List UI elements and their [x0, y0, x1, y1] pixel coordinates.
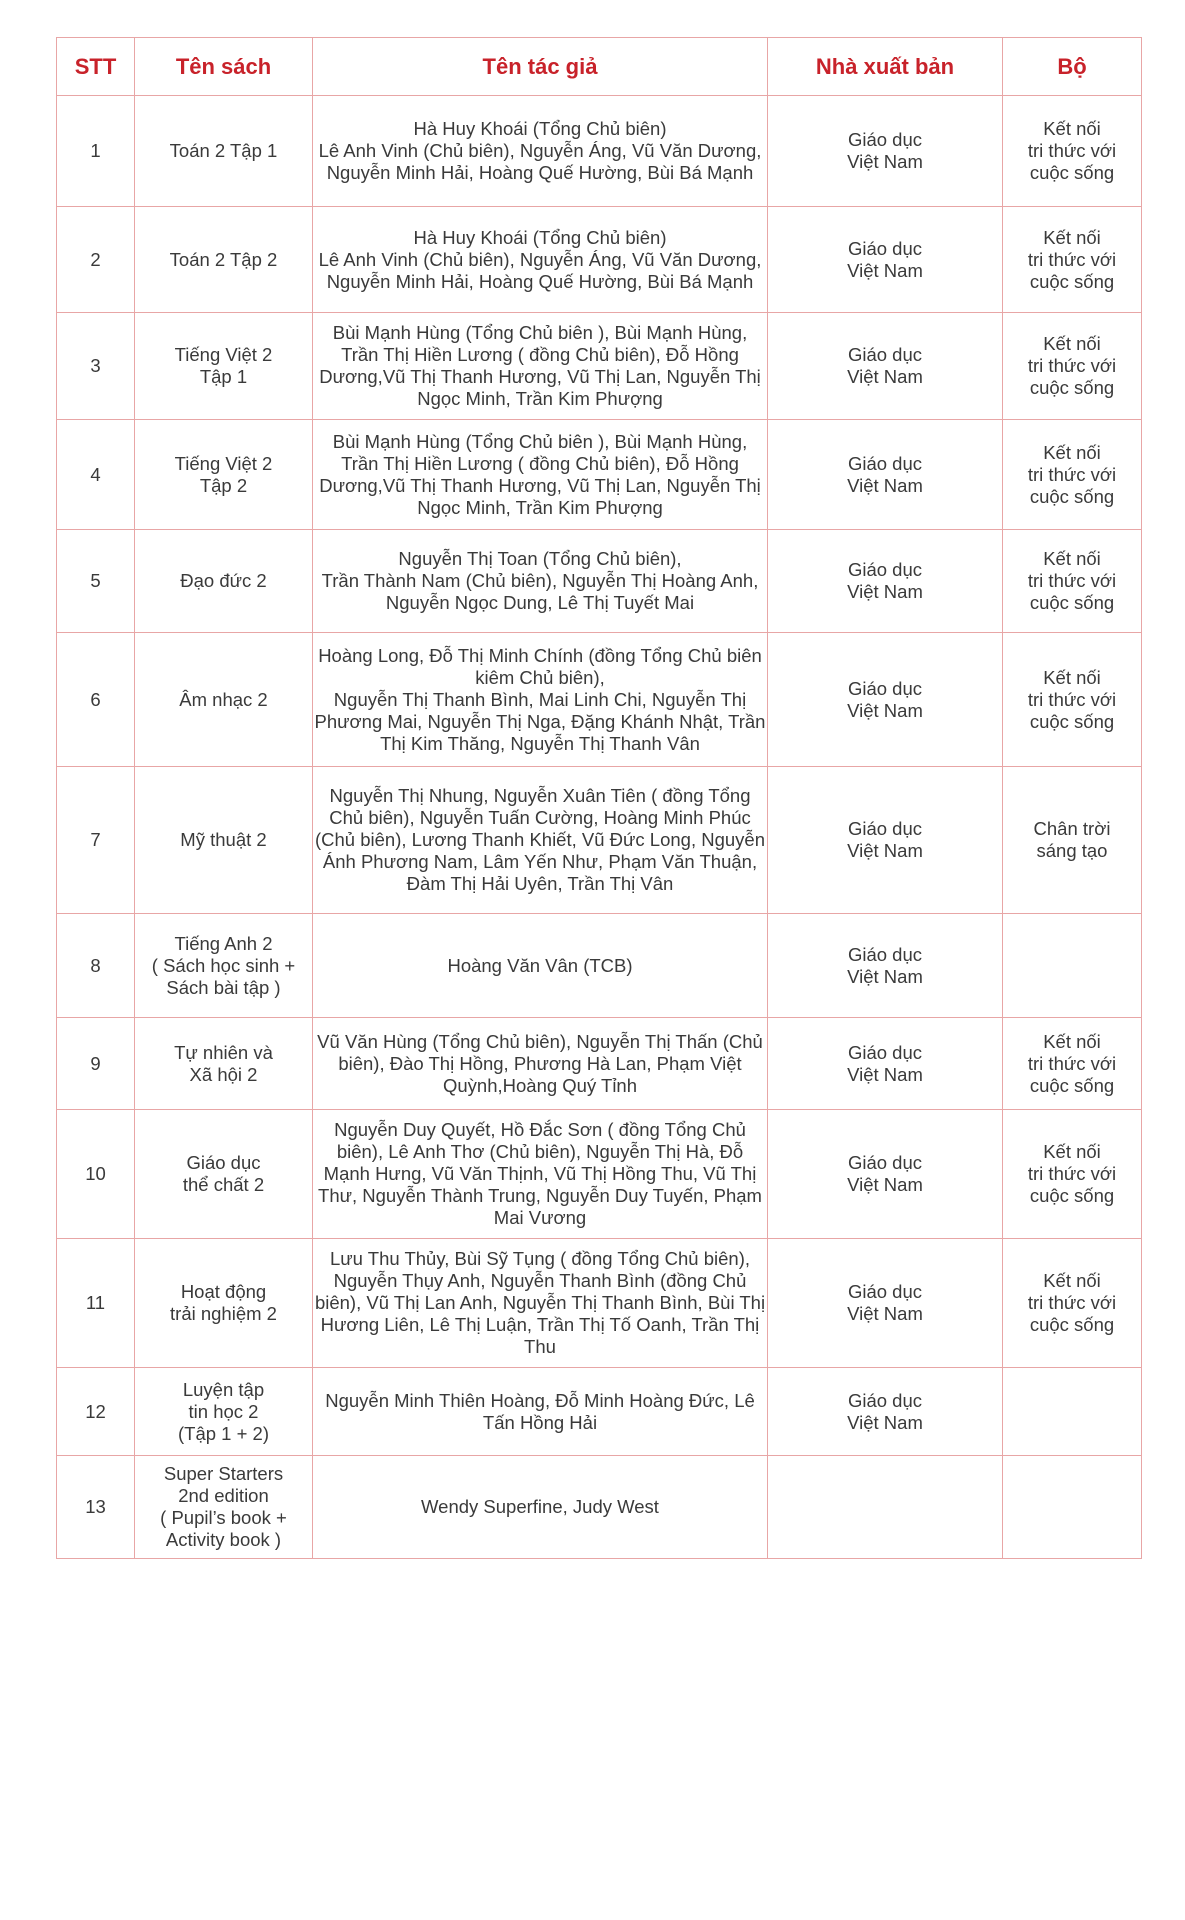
book-publisher: Giáo dục Việt Nam — [768, 1368, 1003, 1456]
row-number: 4 — [57, 420, 135, 530]
book-series: Kết nối tri thức với cuộc sống — [1003, 530, 1142, 633]
book-authors: Wendy Superfine, Judy West — [313, 1456, 768, 1559]
book-series: Kết nối tri thức với cuộc sống — [1003, 420, 1142, 530]
table-row — [57, 1018, 1142, 1110]
book-title: Super Starters 2nd edition ( Pupil’s book + Activity book ) — [135, 1456, 313, 1559]
book-title: Toán 2 Tập 1 — [135, 96, 313, 207]
row-number: 12 — [57, 1368, 135, 1456]
book-publisher: Giáo dục Việt Nam — [768, 914, 1003, 1018]
book-authors: Bùi Mạnh Hùng (Tổng Chủ biên ), Bùi Mạnh Hùng, Trần Thị Hiền Lương ( đồng Chủ biên), Đỗ Hồng Dương,Vũ Thị Thanh Hương, Vũ Thị Lan, Nguyễn Thị Ngọc Minh, Trần Kim Phượng — [313, 313, 768, 420]
row-number: 6 — [57, 633, 135, 767]
book-title: Tiếng Việt 2 Tập 2 — [135, 420, 313, 530]
book-publisher: Giáo dục Việt Nam — [768, 420, 1003, 530]
book-publisher: Giáo dục Việt Nam — [768, 1110, 1003, 1239]
book-series — [1003, 1368, 1142, 1456]
book-series: Kết nối tri thức với cuộc sống — [1003, 96, 1142, 207]
book-series: Kết nối tri thức với cuộc sống — [1003, 207, 1142, 313]
book-publisher: Giáo dục Việt Nam — [768, 530, 1003, 633]
header-authors: Tên tác giả — [313, 38, 768, 96]
book-title: Luyện tập tin học 2 (Tập 1 + 2) — [135, 1368, 313, 1456]
table-header — [57, 38, 1142, 96]
row-number: 9 — [57, 1018, 135, 1110]
book-publisher: Giáo dục Việt Nam — [768, 767, 1003, 914]
book-publisher: Giáo dục Việt Nam — [768, 207, 1003, 313]
table-row — [57, 1110, 1142, 1239]
book-title: Đạo đức 2 — [135, 530, 313, 633]
table-row — [57, 1239, 1142, 1368]
book-authors: Hoàng Văn Vân (TCB) — [313, 914, 768, 1018]
header-publisher: Nhà xuất bản — [768, 38, 1003, 96]
book-authors: Nguyễn Minh Thiên Hoàng, Đỗ Minh Hoàng Đức, Lê Tấn Hồng Hải — [313, 1368, 768, 1456]
table-row — [57, 767, 1142, 914]
book-series: Kết nối tri thức với cuộc sống — [1003, 633, 1142, 767]
book-title: Âm nhạc 2 — [135, 633, 313, 767]
book-series: Chân trời sáng tạo — [1003, 767, 1142, 914]
book-title: Tiếng Việt 2 Tập 1 — [135, 313, 313, 420]
book-authors: Nguyễn Thị Toan (Tổng Chủ biên), Trần Thành Nam (Chủ biên), Nguyễn Thị Hoàng Anh, Nguyễn Ngọc Dung, Lê Thị Tuyết Mai — [313, 530, 768, 633]
row-number: 11 — [57, 1239, 135, 1368]
book-authors: Nguyễn Thị Nhung, Nguyễn Xuân Tiên ( đồng Tổng Chủ biên), Nguyễn Tuấn Cường, Hoàng Minh Phúc (Chủ biên), Lương Thanh Khiết, Vũ Đức Long, Nguyễn Ánh Phương Nam, Lâm Yến Như, Phạm Văn Thuận, Đàm Thị Hải Uyên, Trần Thị Vân — [313, 767, 768, 914]
book-series: Kết nối tri thức với cuộc sống — [1003, 1239, 1142, 1368]
book-authors: Vũ Văn Hùng (Tổng Chủ biên), Nguyễn Thị Thấn (Chủ biên), Đào Thị Hồng, Phương Hà Lan, Phạm Việt Quỳnh,Hoàng Quý Tỉnh — [313, 1018, 768, 1110]
header-series: Bộ — [1003, 38, 1142, 96]
header-title: Tên sách — [135, 38, 313, 96]
book-series: Kết nối tri thức với cuộc sống — [1003, 313, 1142, 420]
table-row — [57, 420, 1142, 530]
row-number: 5 — [57, 530, 135, 633]
book-authors: Lưu Thu Thủy, Bùi Sỹ Tụng ( đồng Tổng Chủ biên), Nguyễn Thụy Anh, Nguyễn Thanh Bình (đồng Chủ biên), Vũ Thị Lan Anh, Nguyễn Thị Thanh Bình, Bùi Thị Hương Liên, Lê Thị Luận, Trần Thị Tố Oanh, Trần Thị Thu — [313, 1239, 768, 1368]
header-stt: STT — [57, 38, 135, 96]
book-title: Giáo dục thể chất 2 — [135, 1110, 313, 1239]
book-series — [1003, 914, 1142, 1018]
row-number: 3 — [57, 313, 135, 420]
table-row — [57, 207, 1142, 313]
book-publisher — [768, 1456, 1003, 1559]
book-authors: Hoàng Long, Đỗ Thị Minh Chính (đồng Tổng Chủ biên kiêm Chủ biên), Nguyễn Thị Thanh Bình, Mai Linh Chi, Nguyễn Thị Phương Mai, Nguyễn Thị Nga, Đặng Khánh Nhật, Trần Thị Kim Thăng, Nguyễn Thị Thanh Vân — [313, 633, 768, 767]
table-row — [57, 1368, 1142, 1456]
book-authors: Hà Huy Khoái (Tổng Chủ biên) Lê Anh Vinh (Chủ biên), Nguyễn Áng, Vũ Văn Dương, Nguyễn Minh Hải, Hoàng Quế Hường, Bùi Bá Mạnh — [313, 207, 768, 313]
book-list-table — [56, 37, 1142, 1559]
book-publisher: Giáo dục Việt Nam — [768, 313, 1003, 420]
row-number: 8 — [57, 914, 135, 1018]
row-number: 2 — [57, 207, 135, 313]
book-title: Hoạt động trải nghiệm 2 — [135, 1239, 313, 1368]
book-series: Kết nối tri thức với cuộc sống — [1003, 1110, 1142, 1239]
table-row — [57, 313, 1142, 420]
header-row — [57, 38, 1142, 96]
book-title: Mỹ thuật 2 — [135, 767, 313, 914]
book-publisher: Giáo dục Việt Nam — [768, 633, 1003, 767]
book-authors: Hà Huy Khoái (Tổng Chủ biên) Lê Anh Vinh (Chủ biên), Nguyễn Áng, Vũ Văn Dương, Nguyễn Minh Hải, Hoàng Quế Hường, Bùi Bá Mạnh — [313, 96, 768, 207]
book-authors: Bùi Mạnh Hùng (Tổng Chủ biên ), Bùi Mạnh Hùng, Trần Thị Hiền Lương ( đồng Chủ biên), Đỗ Hồng Dương,Vũ Thị Thanh Hương, Vũ Thị Lan, Nguyễn Thị Ngọc Minh, Trần Kim Phượng — [313, 420, 768, 530]
book-title: Tiếng Anh 2 ( Sách học sinh + Sách bài tập ) — [135, 914, 313, 1018]
book-series: Kết nối tri thức với cuộc sống — [1003, 1018, 1142, 1110]
row-number: 13 — [57, 1456, 135, 1559]
book-title: Tự nhiên và Xã hội 2 — [135, 1018, 313, 1110]
row-number: 1 — [57, 96, 135, 207]
table-row — [57, 96, 1142, 207]
book-publisher: Giáo dục Việt Nam — [768, 1239, 1003, 1368]
row-number: 7 — [57, 767, 135, 914]
table-row — [57, 633, 1142, 767]
book-series — [1003, 1456, 1142, 1559]
row-number: 10 — [57, 1110, 135, 1239]
table-body — [57, 96, 1142, 1559]
book-publisher: Giáo dục Việt Nam — [768, 96, 1003, 207]
book-publisher: Giáo dục Việt Nam — [768, 1018, 1003, 1110]
table-row — [57, 1456, 1142, 1559]
book-authors: Nguyễn Duy Quyết, Hồ Đắc Sơn ( đồng Tổng Chủ biên), Lê Anh Thơ (Chủ biên), Nguyễn Thị Hà, Đỗ Mạnh Hưng, Vũ Văn Thịnh, Vũ Thị Hồng Thu, Vũ Thị Thư, Nguyễn Thành Trung, Nguyễn Duy Tuyến, Phạm Mai Vương — [313, 1110, 768, 1239]
table-row — [57, 914, 1142, 1018]
book-title: Toán 2 Tập 2 — [135, 207, 313, 313]
table-row — [57, 530, 1142, 633]
